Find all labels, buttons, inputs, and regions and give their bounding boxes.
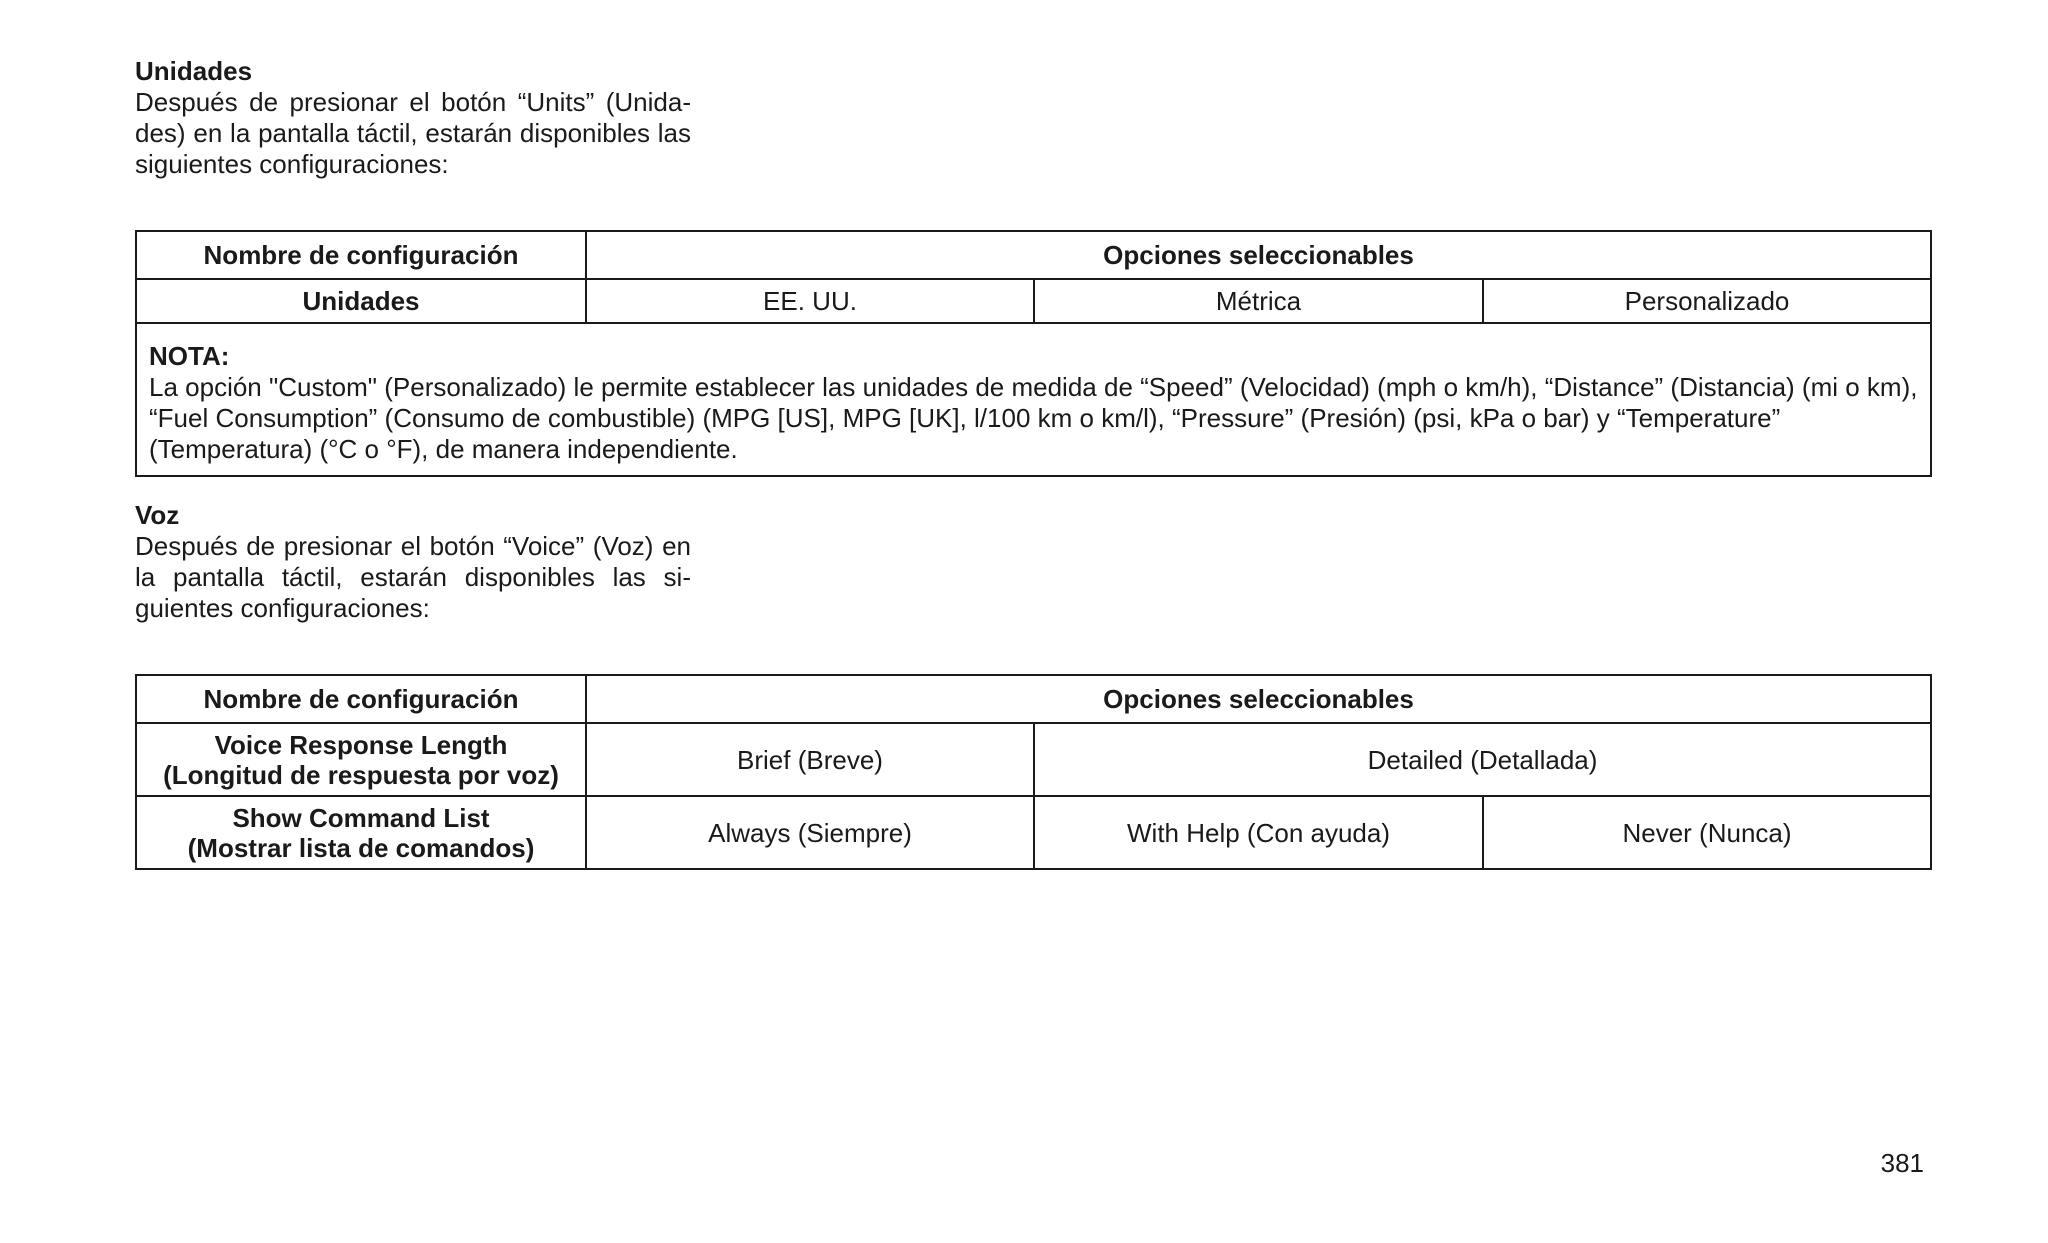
note-title: NOTA: (149, 341, 230, 371)
setting-name-line1: Voice Response Length (214, 729, 508, 760)
header-setting-name: Nombre de configuración (136, 231, 586, 279)
table-header-row (136, 231, 1931, 279)
option-brief: Brief (Breve) (586, 723, 1034, 796)
note-row (136, 323, 1931, 476)
setting-name-units: Unidades (136, 279, 586, 323)
table-row (136, 796, 1931, 869)
option-with-help: With Help (Con ayuda) (1034, 796, 1483, 869)
option-us: EE. UU. (586, 279, 1034, 323)
voice-section (135, 500, 691, 624)
units-section-title: Unidades (135, 56, 253, 86)
units-settings-table (135, 230, 1932, 477)
setting-name-line1: Show Command List (232, 802, 490, 833)
option-detailed: Detailed (Detallada) (1034, 723, 1931, 796)
units-section-text: Después de presionar el botón “Units” (Unida-des) en la pantalla táctil, estarán disponibles las siguientes configuraciones: (135, 87, 691, 179)
header-selectable-options: Opciones seleccionables (586, 231, 1931, 279)
note-text: La opción "Custom" (Personalizado) le permite establecer las unidades de medida de “Speed” (Velocidad) (mph o km/h), “Distance” (Distancia) (mi o km), “Fuel Consumption” (Consumo de combustible) (MPG [US], MPG [UK], l/100 km o km/l), “Pressure” (Presión) (psi, kPa o bar) y “Temperature” (Temperatura) (°C o °F), de manera independiente. (149, 372, 1918, 464)
voice-settings-table (135, 674, 1932, 870)
header-setting-name: Nombre de configuración (136, 675, 586, 723)
table-header-row (136, 675, 1931, 723)
note-cell (136, 323, 1931, 476)
setting-name-voice-response-length (136, 723, 586, 796)
table-row (136, 279, 1931, 323)
voice-section-text: Después de presionar el botón “Voice” (Voz) en la pantalla táctil, estarán disponibles las si-guientes configuraciones: (135, 531, 691, 623)
units-section (135, 56, 691, 180)
table-row (136, 723, 1931, 796)
option-never: Never (Nunca) (1483, 796, 1931, 869)
option-metric: Métrica (1034, 279, 1483, 323)
header-selectable-options: Opciones seleccionables (586, 675, 1931, 723)
setting-name-line2: (Mostrar lista de comandos) (187, 832, 535, 863)
setting-name-line2: (Longitud de respuesta por voz) (163, 759, 559, 790)
page-number: 381 (1880, 1148, 1924, 1178)
option-always: Always (Siempre) (586, 796, 1034, 869)
voice-section-title: Voz (135, 500, 180, 530)
option-custom: Personalizado (1483, 279, 1931, 323)
setting-name-show-command-list (136, 796, 586, 869)
